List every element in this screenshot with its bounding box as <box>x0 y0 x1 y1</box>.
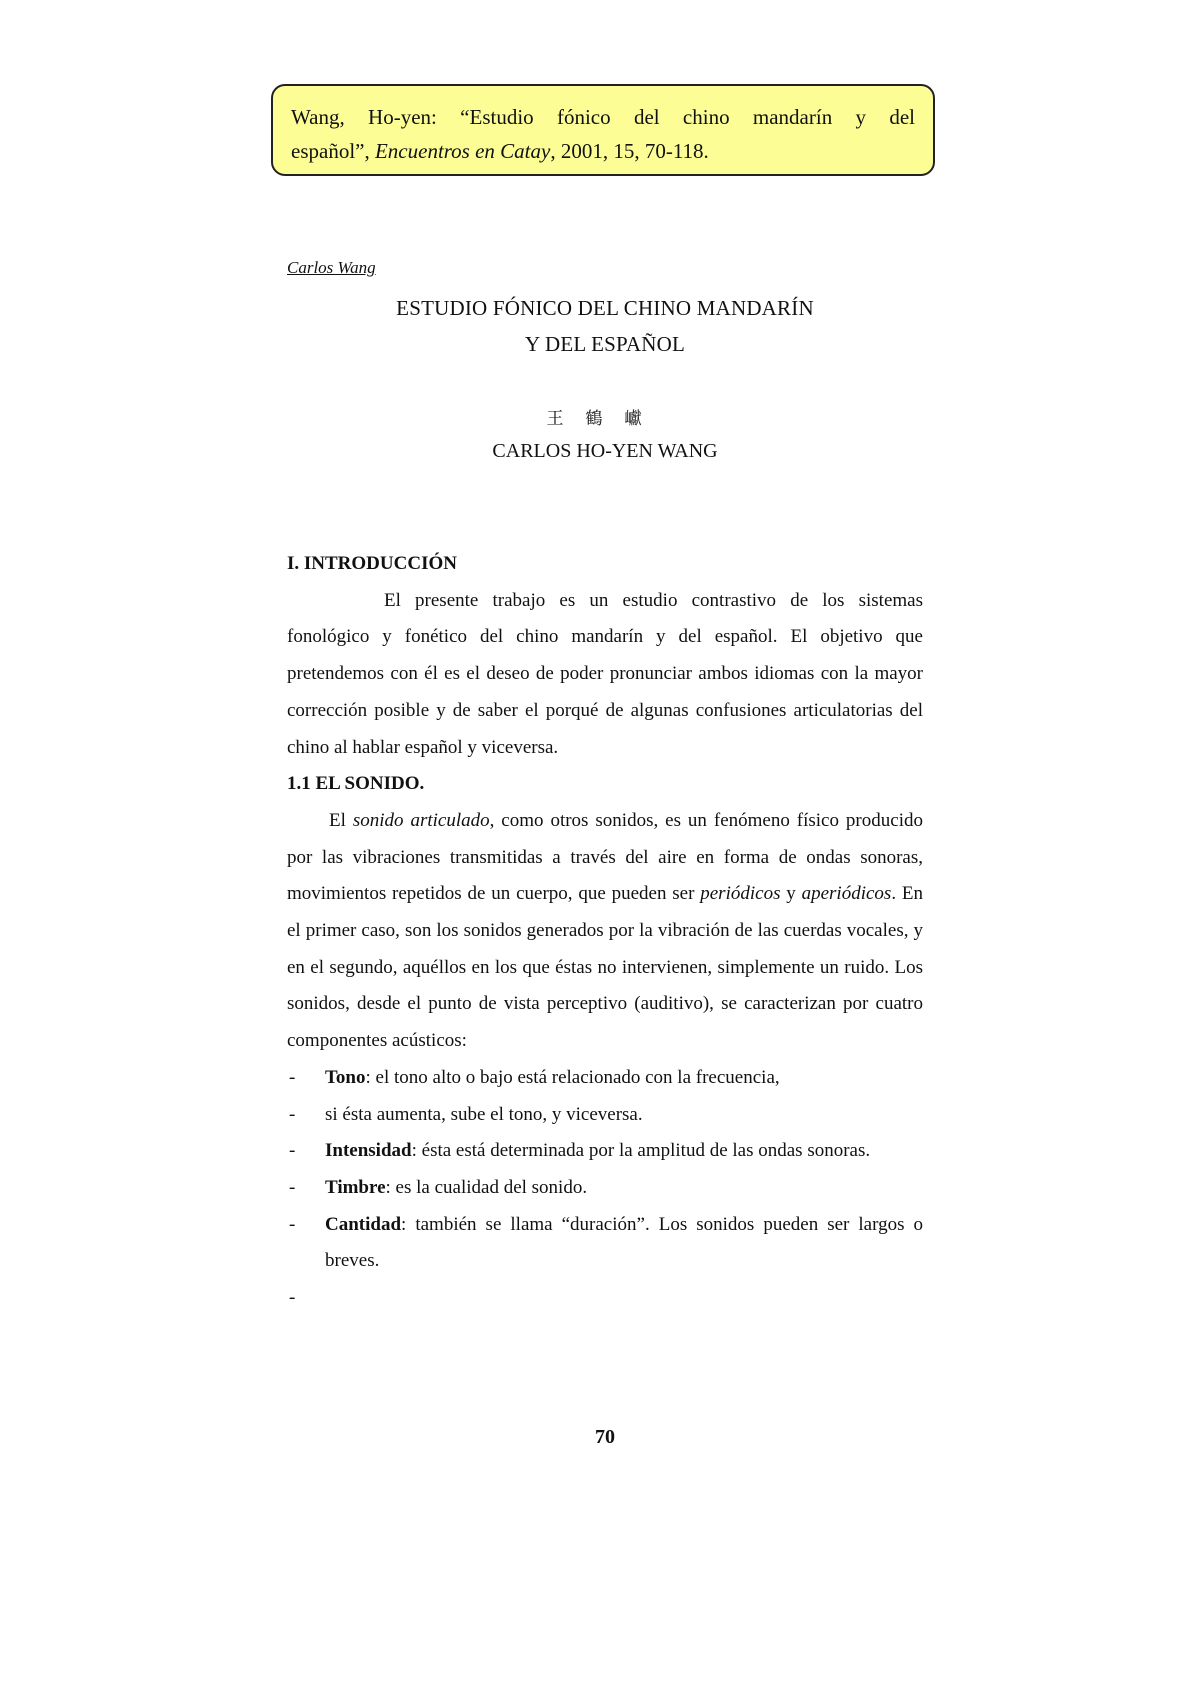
citation-line-1: Wang, Ho-yen: “Estudio fónico del chino mandarín y del <box>291 105 915 129</box>
intro-paragraph: El presente trabajo es un estudio contrastivo de los sistemas fonológico y fonético del chino mandarín y del español. El objetivo que pretendemos con él es el deseo de poder pronunciar ambos idiomas con la mayor corrección posible y de saber el porqué de algunas confusiones articulatorias del chino al hablar español y viceversa. <box>287 589 923 758</box>
list-dash: - <box>289 1176 296 1198</box>
list-text: : ésta está determinada por la amplitud de las ondas sonoras. <box>411 1140 871 1162</box>
list-term: Tono <box>325 1066 366 1088</box>
article-body <box>287 546 923 1317</box>
list-dash: - <box>289 1213 296 1235</box>
list-term: Cantidad <box>325 1213 402 1235</box>
list-dash: - <box>289 1103 296 1125</box>
citation-box <box>271 84 935 176</box>
sound-text-a: El <box>329 809 353 831</box>
page-number: 70 <box>595 1426 615 1448</box>
section-heading-introduction: I. INTRODUCCIÓN <box>287 553 457 574</box>
sound-text-d: . En el primer caso, son los sonidos generados por la vibración de las cuerdas vocales, y en el segundo, aquéllos en los que éstas no intervienen, simplemente un ruido. Los sonidos, desde el punto de vista perceptivo (auditivo), se caracterizan por cuatro componentes acústicos: <box>287 883 924 1052</box>
running-header-author: Carlos Wang <box>287 258 376 277</box>
list-item <box>287 1097 923 1134</box>
list-item <box>287 1060 923 1097</box>
list-dash: - <box>289 1066 296 1088</box>
list-text: si ésta aumenta, sube el tono, y viceversa. <box>325 1103 643 1125</box>
list-item <box>287 1207 923 1280</box>
list-term: Intensidad <box>325 1140 412 1162</box>
sound-text-b: , como otros sonidos, es un fenómeno físico producido por las vibraciones transmitidas a través del aire en forma de ondas sonoras, movimientos repetidos de un cuerpo, que pueden ser <box>287 809 923 905</box>
article-title <box>287 290 923 362</box>
sound-paragraph <box>287 803 923 1060</box>
citation-line-2 <box>291 139 709 163</box>
author-latin-name: CARLOS HO-YEN WANG <box>492 440 718 462</box>
sound-italic-periodicos: periódicos <box>700 883 781 905</box>
section-heading-sound: 1.1 EL SONIDO. <box>287 773 425 795</box>
sound-italic-aperiodicos: aperiódicos <box>801 883 892 905</box>
author-chinese-name: 王鶴巘 <box>546 409 664 429</box>
sound-text-c: y <box>780 883 802 905</box>
citation-authors-tail: español”, <box>291 139 375 163</box>
list-term: Timbre <box>325 1176 386 1198</box>
list-item <box>287 1133 923 1170</box>
list-item <box>287 1280 923 1317</box>
list-text: : el tono alto o bajo está relacionado con la frecuencia, <box>365 1066 780 1088</box>
list-dash: - <box>289 1287 296 1309</box>
list-text: : es la cualidad del sonido. <box>385 1176 588 1198</box>
article-title-line-1: ESTUDIO FÓNICO DEL CHINO MANDARÍN <box>396 296 814 320</box>
article-title-line-2: Y DEL ESPAÑOL <box>524 332 686 356</box>
sound-italic-articulado: sonido articulado <box>352 809 490 831</box>
list-dash: - <box>289 1140 296 1162</box>
acoustic-components-list <box>287 1060 923 1317</box>
list-text: : también se llama “duración”. Los sonidos pueden ser largos o breves. <box>325 1213 923 1272</box>
citation-volume-pages: , 2001, 15, 70-118. <box>550 139 709 163</box>
citation-journal: Encuentros en Catay <box>374 139 551 163</box>
list-item <box>287 1170 923 1207</box>
